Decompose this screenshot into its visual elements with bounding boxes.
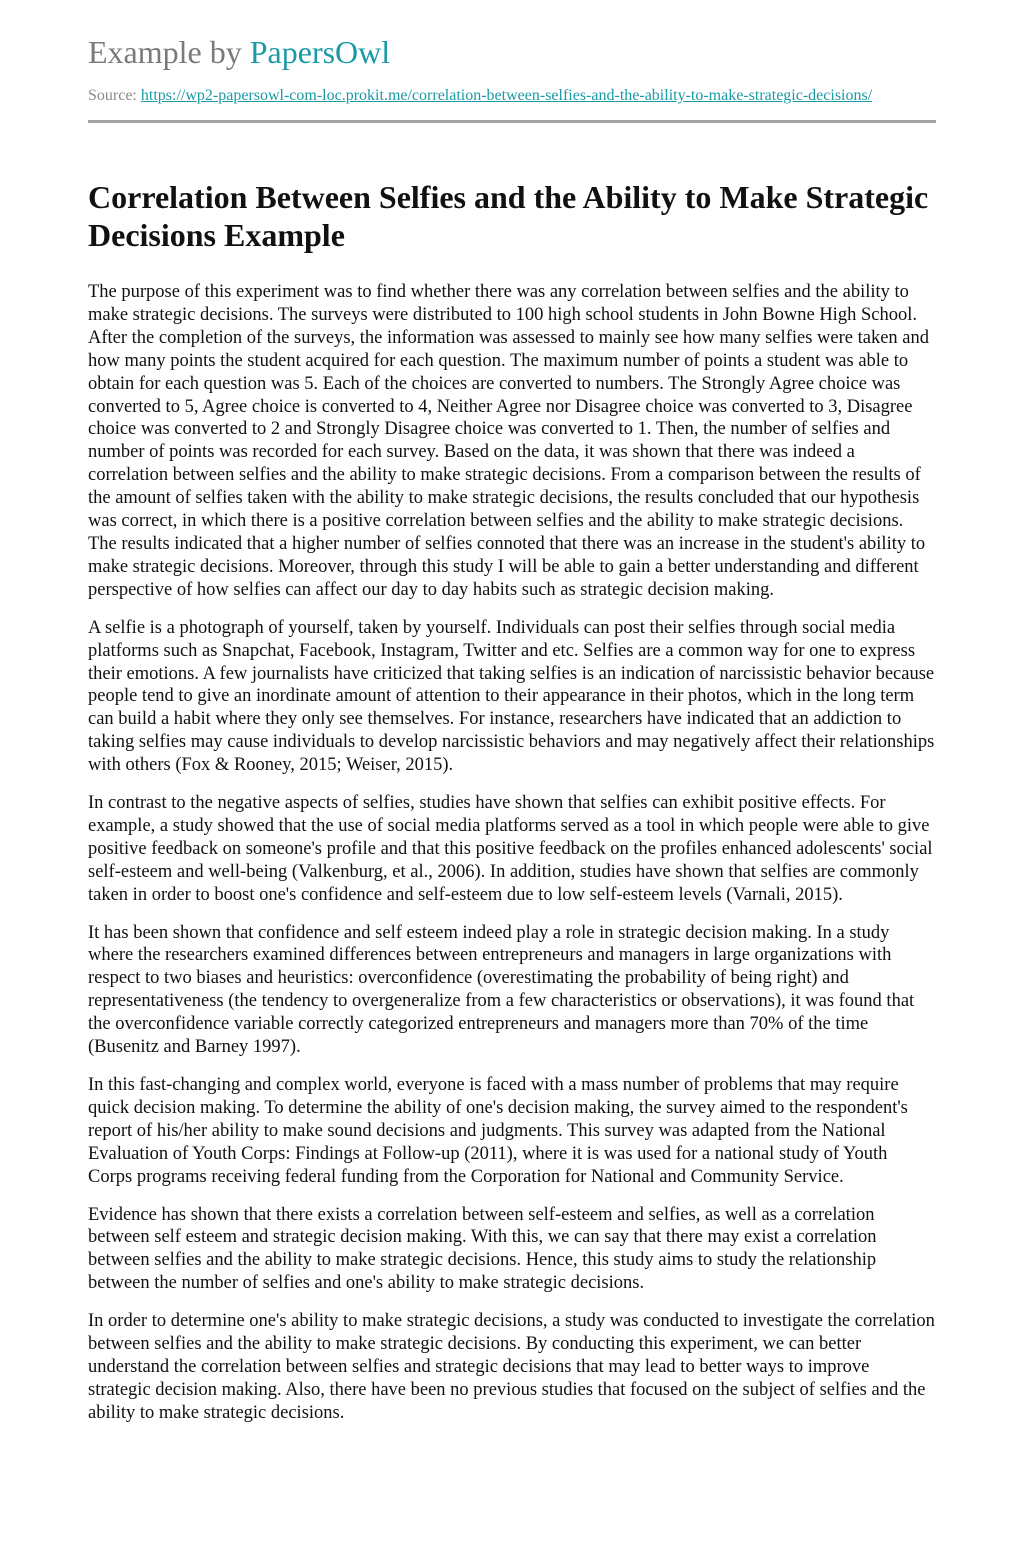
brand-prefix: Example by (88, 34, 250, 70)
brand-header (88, 32, 936, 72)
source-line (88, 86, 936, 105)
paragraph-7: In order to determine one's ability to make strategic decisions, a study was conducted to investigate the correlation between selfies and the ability to make strategic decisions. By conducting this experiment, we can better understand the correlation between selfies and strategic decisions that may lead to better ways to improve strategic decision making. Also, there have been no previous studies that focused on the subject of selfies and the ability to make strategic decisions. (88, 1311, 935, 1423)
paragraph-5: In this fast-changing and complex world, everyone is faced with a mass number of problems that may require quick decision making. To determine the ability of one's decision making, the survey aimed to the respondent's report of his/her ability to make sound decisions and judgments. This survey was adapted from the National Evaluation of Youth Corps: Findings at Follow-up (2011), where it is was used for a national study of Youth Corps programs receiving federal funding from the Corporation for National and Community Service. (88, 1075, 908, 1187)
source-label: Source: (88, 87, 141, 104)
source-link[interactable]: https://wp2-papersowl-com-loc.prokit.me/correlation-between-selfies-and-the-ability-to-make-strategic-decisions/ (140, 87, 873, 104)
paragraph-4: It has been shown that confidence and self esteem indeed play a role in strategic decision making. In a study where the researchers examined differences between entrepreneurs and managers in large organizations with respect to two biases and heuristics: overconfidence (overestimating the probability of being right) and representativeness (the tendency to overgeneralize from a few characteristics or observations), it was found that the overconfidence variable correctly categorized entrepreneurs and managers more than 70% of the time (Busenitz and Barney 1997). (88, 922, 915, 1058)
paragraph-2: A selfie is a photograph of yourself, taken by yourself. Individuals can post their selfies through social media platforms such as Snapchat, Facebook, Instagram, Twitter and etc. Selfies are a common way for one to express their emotions. A few journalists have criticized that taking selfies is an indication of narcissistic behavior because people tend to give an inordinate amount of attention to their appearance in their photos, which in the long term can build a habit where they only see themselves. For instance, researchers have indicated that an addiction to taking selfies may cause individuals to develop narcissistic behaviors and may negatively affect their relationships with others (Fox & Rooney, 2015; Weiser, 2015). (88, 617, 935, 776)
paragraph-6: Evidence has shown that there exists a correlation between self-esteem and selfies, as well as a correlation between self esteem and strategic decision making. With this, we can say that there may exist a correlation between selfies and the ability to make strategic decisions. Hence, this study aims to study the relationship between the number of selfies and one's ability to make strategic decisions. (88, 1204, 877, 1294)
article-title: Correlation Between Selfies and the Ability to Make Strategic Decisions Example (88, 179, 929, 253)
header-divider (88, 120, 936, 123)
paragraph-1: The purpose of this experiment was to find whether there was any correlation between selfies and the ability to make strategic decisions. The surveys were distributed to 100 high school students in John Bowne High School. After the completion of the surveys, the information was assessed to mainly see how many selfies were taken and how many points the student acquired for each question. The maximum number of points a student was able to obtain for each question was 5. Each of the choices are converted to numbers. The Strongly Agree choice was converted to 5, Agree choice is converted to 4, Neither Agree nor Disagree choice was converted to 3, Disagree choice was converted to 2 and Strongly Disagree choice was converted to 1. Then, the number of selfies and number of points was recorded for each survey. Based on the data, it was shown that there was indeed a correlation between selfies and the ability to make strategic decisions. From a comparison between the results of the amount of selfies taken with the ability to make strategic decisions, the results concluded that our hypothesis was correct, in which there is a positive correlation between selfies and the ability to make strategic decisions. The results indicated that a higher number of selfies connoted that there was an increase in the student's ability to make strategic decisions. Moreover, through this study I will be able to gain a better understanding and different perspective of how selfies can affect our day to day habits such as strategic decision making. (88, 282, 930, 600)
brand-name: PapersOwl (249, 34, 391, 70)
document-page (88, 0, 936, 1440)
paragraph-3: In contrast to the negative aspects of selfies, studies have shown that selfies can exhibit positive effects. For example, a study showed that the use of social media platforms served as a tool in which people were able to give positive feedback on someone's profile and that this positive feedback on the profiles enhanced adolescents' social self-esteem and well-being (Valkenburg, et al., 2006). In addition, studies have shown that selfies are commonly taken in order to boost one's confidence and self-esteem due to low self-esteem levels (Varnali, 2015). (88, 793, 933, 905)
article-body (88, 281, 936, 1425)
